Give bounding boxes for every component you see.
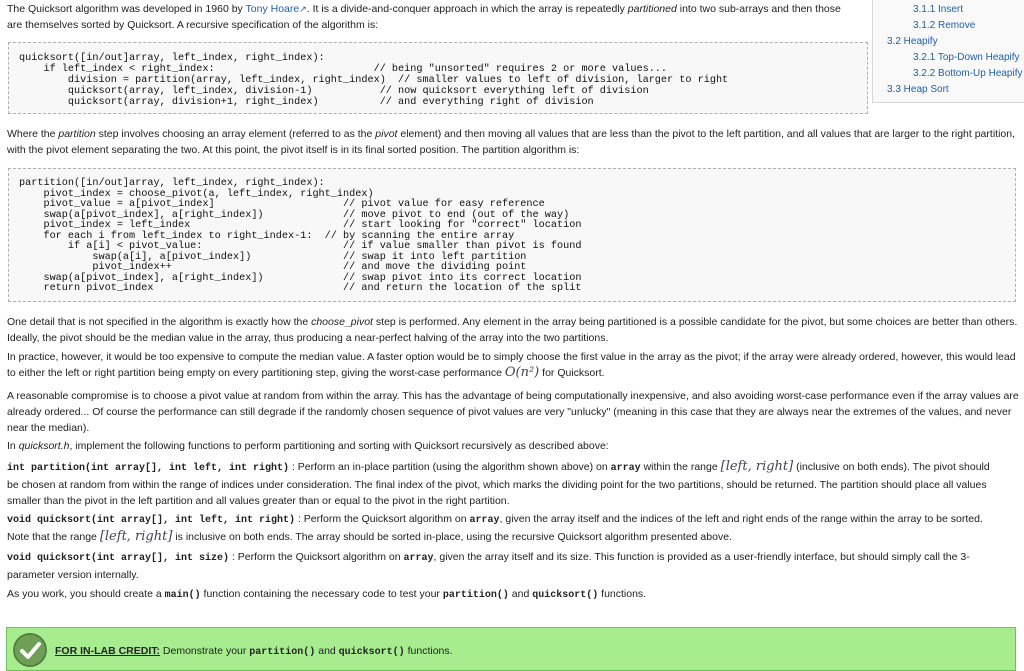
text: One detail that is not specified in the algorithm is exactly how the <box>7 316 312 328</box>
quicksort-size-spec-line-2: parameter version internally. <box>7 569 139 581</box>
quicksort-size-signature: void quicksort(int array[], int size) <box>7 553 230 564</box>
practice-para-line-1: In practice, however, it would be too expensive to compute the median value. A faster option would be to simply choose the first value in the array as the pivot; if the array were already ordered, however, this would lead <box>7 351 1016 363</box>
text: : Perform an in-place partition (using the algorithm shown above) on <box>289 461 611 473</box>
filename-em: quicksort.h <box>18 440 70 452</box>
partition-spec-line-3: smaller than the pivot in the left partition and all values greater than or equal to the pivot in the right partition. <box>7 495 510 507</box>
text: (inclusive on both ends). The pivot should <box>793 461 990 473</box>
intro-text-post: into two sub-arrays and then those <box>676 3 841 15</box>
main-para <box>7 586 1019 604</box>
intro-line-2: are themselves sorted by Quicksort. A recursive specification of the algorithm is: <box>7 19 379 31</box>
code-line: pivot_index = left_index // start looking for "correct" location <box>19 220 582 231</box>
code-line: swap(a[pivot_index], a[right_index]) // swap pivot into its correct location <box>19 272 582 284</box>
intro-text-mid: . It is a divide-and-conquer approach in which the array is repeatedly <box>306 3 628 15</box>
quicksort-spec-line-1 <box>7 511 1019 529</box>
text: and <box>508 588 533 600</box>
text: Demonstrate your <box>160 645 250 657</box>
main-code: main() <box>164 590 201 601</box>
text: and <box>315 645 339 657</box>
text: Note that the range <box>7 531 100 543</box>
external-link-icon: ↗ <box>299 4 307 14</box>
implement-para <box>7 438 1019 454</box>
table-of-contents <box>872 0 1024 103</box>
partition-spec-line-2: be chosen at random from within the range of indices under consideration. The final index of the pivot, which marks the dividing point for the two partitions, should be returned. The partition should place all values <box>7 479 987 491</box>
code-line: partition([in/out]array, left_index, right_index): <box>19 178 325 189</box>
text: In <box>7 440 19 452</box>
text: element) and then moving all values that are less than the pivot to the left partition, and all values that are larger to the right partition, <box>397 128 1015 140</box>
code-line: swap(a[pivot_index], a[right_index]) // move pivot to end (out of the way) <box>19 209 570 221</box>
partition-code: partition() <box>249 647 316 658</box>
text: step is performed. Any element in the array being partitioned is a possible candidate for the pivot, but some choices are better than others. <box>372 316 1018 328</box>
text: within the range <box>640 461 721 473</box>
array-code: array <box>403 553 434 564</box>
quicksort-range-signature: void quicksort(int array[], int left, int right) <box>7 515 296 526</box>
detail-para-line-2: Ideally, the pivot should be the median value in the array, thus producing a near-perfect halving of the array into the two partitions. <box>7 332 609 344</box>
array-code: array <box>610 463 641 474</box>
code-line: pivot_value = a[pivot_index] // pivot value for easy reference <box>19 199 545 210</box>
text: , given the array itself and its size. This function is provided as a user-friendly interface, but should simply call the 3- <box>433 551 970 563</box>
partition-code: partition() <box>442 590 509 601</box>
partitioned-em: partitioned <box>627 3 677 15</box>
code-line: division = partition(array, left_index, right_index) // smaller values to left of division, larger to right <box>19 75 729 86</box>
range-math: [left, right] <box>720 459 794 474</box>
toc-item-insert[interactable]: 3.1.1 Insert <box>913 4 964 15</box>
choose-pivot-em: choose_pivot <box>311 316 373 328</box>
partition-signature: int partition(int array[], int left, int right) <box>7 463 290 474</box>
text: functions. <box>404 645 453 657</box>
code-line: pivot_index++ // and move the dividing point <box>19 262 527 273</box>
code-line: for each i from left_index to right_index-1: // by scanning the entire array <box>19 230 515 242</box>
detail-para-line-1 <box>7 314 1019 330</box>
toc-item-heap-sort[interactable]: 3.3 Heap Sort <box>887 84 949 95</box>
range-math: [left, right] <box>99 529 173 544</box>
quicksort-size-spec-line-1 <box>7 549 1019 567</box>
partition-spec-line-1 <box>7 459 1019 477</box>
partition-em: partition <box>58 128 96 140</box>
code-line: quicksort(array, division+1, right_index) // and everything right of division <box>19 97 594 108</box>
text: step involves choosing an array element (referred to as the <box>95 128 376 140</box>
toc-item-bottom-up-heapify[interactable]: 3.2.2 Bottom-Up Heapify <box>913 68 1023 79</box>
credit-text <box>55 643 453 661</box>
quicksort-code: quicksort() <box>532 590 599 601</box>
checkmark-icon <box>13 633 47 667</box>
compromise-para-line-2: already ordered... Of course the performance can still degrade if the randomly chosen sequence of pivot values are very "unlucky" (meaning in this case that they are always near the extremes of the values, and never <box>7 406 1012 418</box>
in-lab-credit-box <box>6 627 1016 671</box>
text: : Perform the Quicksort algorithm on <box>295 513 470 525</box>
compromise-para-line-3: near the median). <box>7 422 90 434</box>
tony-hoare-link[interactable]: Tony Hoare <box>245 3 300 15</box>
practice-para-line-2 <box>7 365 1019 381</box>
credit-label: FOR IN-LAB CREDIT: <box>55 645 160 657</box>
code-line: if left_index < right_index: // being "unsorted" requires 2 or more values... <box>19 64 668 75</box>
toc-item-heapify[interactable]: 3.2 Heapify <box>887 36 938 47</box>
code-line: swap(a[i], a[pivot_index]) // swap it into left partition <box>19 251 527 263</box>
array-code: array <box>469 515 500 526</box>
text: function containing the necessary code to test your <box>200 588 443 600</box>
partition-para-line-1 <box>7 126 1019 142</box>
toc-item-top-down-heapify[interactable]: 3.2.1 Top-Down Heapify <box>913 52 1020 63</box>
text: As you work, you should create a <box>7 588 165 600</box>
partition-para-line-2: with the pivot element separating the two. At this point, the pivot itself is in its final sorted position. The partition algorithm is: <box>7 144 580 156</box>
compromise-para-line-1: A reasonable compromise is to choose a pivot value at random from within the array. This has the advantage of being computationally inexpensive, and also avoiding worst-case performance even if the array values are <box>7 390 1019 402</box>
intro-line-1 <box>7 1 867 17</box>
code-line: if a[i] < pivot_value: // if value smaller than pivot is found <box>19 241 582 252</box>
text: for Quicksort. <box>539 367 605 379</box>
text: , implement the following functions to perform partitioning and sorting with Quicksort recursively as described above: <box>69 440 609 452</box>
text: Where the <box>7 128 59 140</box>
text: functions. <box>598 588 647 600</box>
big-o-math: O(n²) <box>504 365 540 380</box>
code-line: return pivot_index // and return the location of the split <box>19 283 582 294</box>
text: : Perform the Quicksort algorithm on <box>229 551 404 563</box>
code-line: quicksort(array, left_index, division-1) // now quicksort everything left of division <box>19 86 649 97</box>
code-line: pivot_index = choose_pivot(a, left_index, right_index) <box>19 188 374 200</box>
quicksort-code-block <box>8 42 868 114</box>
intro-text: The Quicksort algorithm was developed in 1960 by <box>7 3 246 15</box>
code-line: quicksort([in/out]array, left_index, right_index): <box>19 53 325 64</box>
text: , given the array itself and the indices of the left and right ends of the range within the array to be sorted. <box>499 513 983 525</box>
quicksort-code: quicksort() <box>338 647 405 658</box>
text: is inclusive on both ends. The array should be sorted in-place, using the recursive Quicksort algorithm presented above. <box>172 531 732 543</box>
quicksort-spec-line-2 <box>7 529 1019 545</box>
toc-item-remove[interactable]: 3.1.2 Remove <box>913 20 976 31</box>
text: to either the left or right partition being empty on every partitioning step, giving the worst-case performance <box>7 367 505 379</box>
partition-code-block <box>8 168 1016 302</box>
pivot-em: pivot <box>375 128 398 140</box>
